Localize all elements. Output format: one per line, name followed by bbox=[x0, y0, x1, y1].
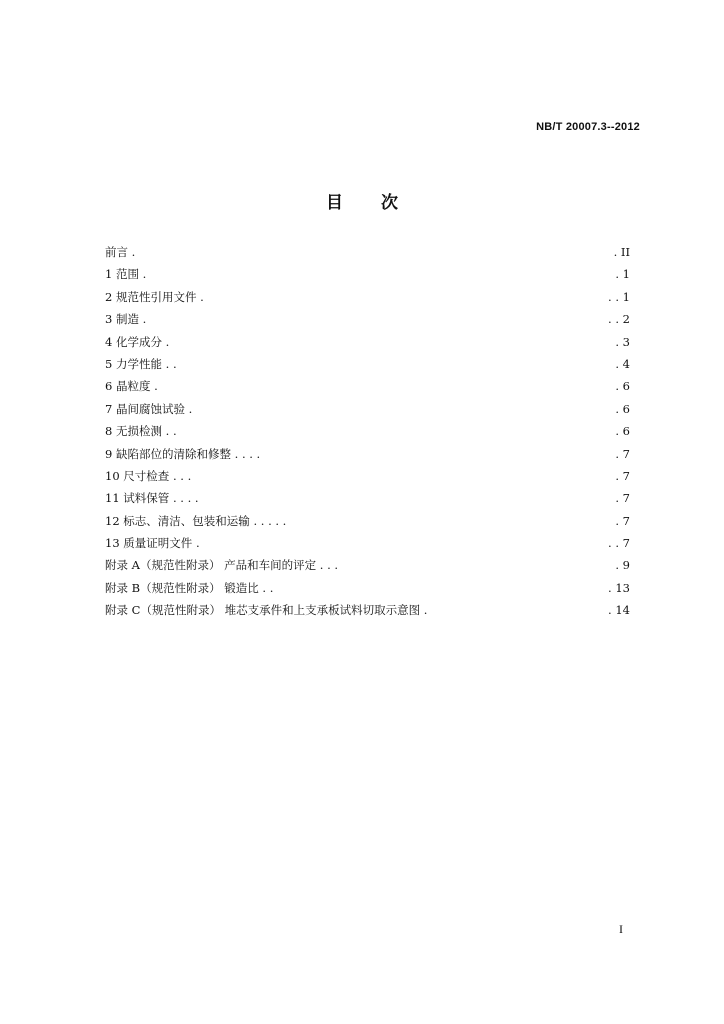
toc-entry-label: 8 无损检测 . . bbox=[105, 424, 177, 439]
toc-entry-page: . . 7 bbox=[608, 536, 630, 551]
toc-entry-label: 4 化学成分 . bbox=[105, 334, 170, 349]
toc-entry-appendix-b[interactable] bbox=[105, 577, 630, 599]
toc-entry-9[interactable] bbox=[105, 443, 630, 465]
toc-entry-3[interactable] bbox=[105, 308, 630, 330]
page-number: I bbox=[619, 922, 623, 936]
toc-entry-page: . 7 bbox=[615, 468, 630, 483]
toc-entry-label: 2 规范性引用文件 . bbox=[105, 289, 204, 304]
toc-entry-label: 附录 C（规范性附录） 堆芯支承件和上支承板试料切取示意图 . bbox=[105, 603, 428, 618]
toc-entry-label: 6 晶粒度 . bbox=[105, 379, 158, 394]
toc-entry-2[interactable] bbox=[105, 286, 630, 308]
toc-entry-label: 13 质量证明文件 . bbox=[105, 536, 200, 551]
toc-entry-label: 1 范围 . bbox=[105, 267, 147, 282]
toc-entry-label: 12 标志、清洁、包装和运输 . . . . . bbox=[105, 513, 287, 528]
toc-entry-5[interactable] bbox=[105, 353, 630, 375]
toc-entry-label: 3 制造 . bbox=[105, 312, 147, 327]
toc-entry-page: . 7 bbox=[615, 513, 630, 528]
toc-entry-7[interactable] bbox=[105, 398, 630, 420]
toc-entry-label: 9 缺陷部位的清除和修整 . . . . bbox=[105, 446, 261, 461]
toc-entry-foreword[interactable] bbox=[105, 241, 630, 263]
toc-entry-10[interactable] bbox=[105, 465, 630, 487]
toc-entry-page: . 14 bbox=[608, 603, 630, 618]
toc-entry-4[interactable] bbox=[105, 331, 630, 353]
toc-entry-page: . 6 bbox=[615, 401, 630, 416]
table-of-contents bbox=[105, 241, 630, 622]
toc-entry-appendix-c[interactable] bbox=[105, 599, 630, 621]
toc-entry-1[interactable] bbox=[105, 263, 630, 285]
toc-entry-page: . . 2 bbox=[608, 312, 630, 327]
toc-entry-page: . 6 bbox=[615, 424, 630, 439]
toc-entry-6[interactable] bbox=[105, 375, 630, 397]
toc-entry-label: 10 尺寸检查 . . . bbox=[105, 468, 192, 483]
toc-entry-page: . 4 bbox=[615, 356, 630, 371]
toc-entry-label: 5 力学性能 . . bbox=[105, 356, 177, 371]
toc-entry-label: 7 晶间腐蚀试验 . bbox=[105, 401, 193, 416]
toc-entry-11[interactable] bbox=[105, 487, 630, 509]
document-code: NB/T 20007.3--2012 bbox=[536, 121, 640, 133]
toc-entry-13[interactable] bbox=[105, 532, 630, 554]
toc-entry-label: 前言 . bbox=[105, 245, 136, 259]
title-char-1: 目 bbox=[326, 193, 343, 213]
toc-entry-page: . 6 bbox=[615, 379, 630, 394]
toc-entry-8[interactable] bbox=[105, 420, 630, 442]
toc-entry-page: . 13 bbox=[608, 580, 630, 595]
toc-entry-page: . II bbox=[613, 245, 630, 259]
toc-entry-appendix-a[interactable] bbox=[105, 554, 630, 576]
page-title bbox=[0, 188, 724, 213]
toc-entry-label: 附录 A（规范性附录） 产品和车间的评定 . . . bbox=[105, 558, 339, 573]
toc-entry-page: . 7 bbox=[615, 491, 630, 506]
toc-entry-label: 附录 B（规范性附录） 锻造比 . . bbox=[105, 580, 274, 595]
toc-entry-page: . 7 bbox=[615, 446, 630, 461]
toc-entry-12[interactable] bbox=[105, 510, 630, 532]
title-char-2: 次 bbox=[381, 193, 398, 213]
toc-entry-label: 11 试料保管 . . . . bbox=[105, 491, 199, 506]
toc-entry-page: . 1 bbox=[615, 267, 630, 282]
toc-entry-page: . . 1 bbox=[608, 289, 630, 304]
toc-entry-page: . 3 bbox=[615, 334, 630, 349]
toc-entry-page: . 9 bbox=[615, 558, 630, 573]
